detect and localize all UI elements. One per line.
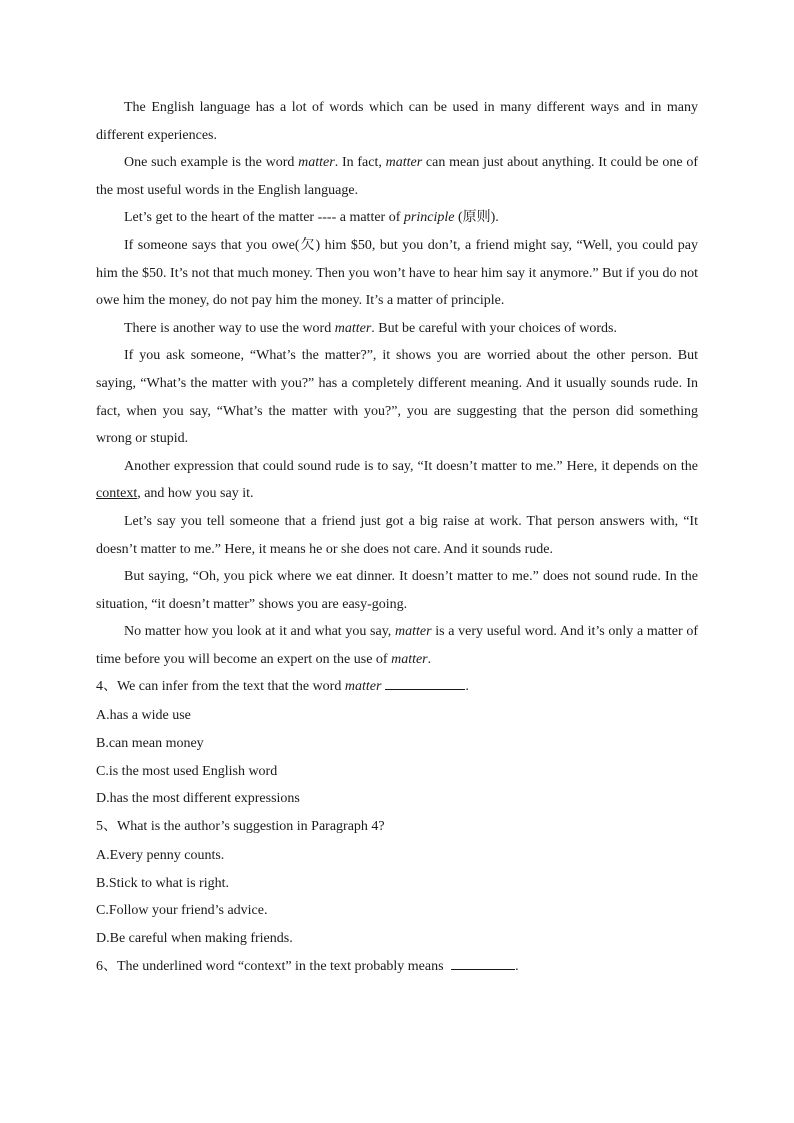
q5-option-c[interactable]: C.Follow your friend’s advice.: [96, 903, 268, 919]
p7-underlined-context: context: [96, 486, 138, 502]
q4-stem-term: matter: [344, 679, 382, 695]
q4-option-c[interactable]: C.is the most used English word: [96, 763, 278, 779]
q4-stem-end: .: [465, 679, 469, 695]
question-6-stem: [96, 953, 698, 982]
document-page: [96, 94, 698, 982]
p7-text-b: , and how you say it.: [137, 486, 254, 502]
paragraph-4-text: If someone says that you owe(欠) him $50, but you don’t, a friend might say, “Well, you could pay him the $50. It’s not that much money. Then you won’t have to hear him say it anymore.” But if you do not owe him the money, do not pay him the money. It’s a matter of principle.: [96, 237, 698, 309]
q4-answer-blank[interactable]: [385, 675, 465, 690]
q5-option-a[interactable]: A.Every penny counts.: [96, 847, 225, 863]
q4-stem-text: 4、We can infer from the text that the word: [96, 679, 345, 695]
paragraph-6-text: If you ask someone, “What’s the matter?”, it shows you are worried about the other person. But saying, “What’s the matter with you?” has a completely different meaning. And it usually sounds rude. In fact, when you say, “What’s the matter with you?”, you are suggesting that the person did something wrong or stupid.: [96, 348, 698, 447]
q5-option-d[interactable]: D.Be careful when making friends.: [96, 931, 293, 947]
p3-text-b: (原则).: [454, 210, 499, 226]
paragraph-6: [96, 342, 698, 452]
p2-text-c: can mean just about anything. It could be one of the most useful words in the English language.: [96, 155, 698, 198]
q4-option-a[interactable]: A.has a wide use: [96, 708, 191, 724]
p10-term-matter-1: matter: [394, 624, 432, 640]
paragraph-8: [96, 508, 698, 563]
p10-text-c: .: [427, 651, 432, 667]
p10-term-matter-2: matter: [391, 651, 428, 667]
p5-text-b: . But be careful with your choices of words.: [371, 320, 617, 336]
p7-text-a: Another expression that could sound rude is to say, “It doesn’t matter to me.” Here, it depends on the: [124, 458, 698, 474]
question-4-stem: [96, 673, 698, 702]
p2-term-matter-1: matter: [298, 155, 335, 171]
paragraph-9: [96, 563, 698, 618]
p3-text-a: Let’s get to the heart of the matter ---- a matter of: [124, 210, 404, 226]
p5-term-matter: matter: [334, 320, 372, 336]
q6-stem-text: 6、The underlined word “context” in the text probably means: [96, 959, 448, 975]
q6-answer-blank[interactable]: [451, 955, 515, 970]
paragraph-2: [96, 149, 698, 204]
paragraph-7: [96, 453, 698, 508]
q4-option-b[interactable]: B.can mean money: [96, 735, 204, 751]
p10-text-b: is a very useful word. And it’s only a matter of time before you will become an expert on the use of: [96, 624, 698, 667]
p2-term-matter-2: matter: [385, 155, 423, 171]
paragraph-1-text: The English language has a lot of words which can be used in many different ways and in many different experiences.: [96, 100, 698, 143]
q4-option-d[interactable]: D.has the most different expressions: [96, 791, 300, 807]
p5-text-a: There is another way to use the word: [124, 320, 335, 336]
paragraph-9-text: But saying, “Oh, you pick where we eat dinner. It doesn’t matter to me.” does not sound rude. In the situation, “it doesn’t matter” shows you are easy-going.: [96, 569, 698, 612]
question-5-stem: [96, 813, 698, 842]
p2-text-a: One such example is the word: [124, 155, 299, 171]
p3-term-principle: principle: [403, 210, 455, 226]
q6-stem-end: .: [515, 959, 519, 975]
q5-stem-text: 5、What is the author’s suggestion in Paragraph 4?: [96, 819, 385, 835]
paragraph-4: [96, 232, 698, 315]
paragraph-1: [96, 94, 698, 149]
paragraph-3: [96, 204, 698, 232]
paragraph-5: [96, 315, 698, 343]
paragraph-10: [96, 618, 698, 673]
q5-option-b[interactable]: B.Stick to what is right.: [96, 875, 229, 891]
paragraph-8-text: Let’s say you tell someone that a friend just got a big raise at work. That person answers with, “It doesn’t matter to me.” Here, it means he or she does not care. And it sounds rude.: [96, 513, 698, 557]
p10-text-a: No matter how you look at it and what you say,: [124, 624, 395, 640]
p2-text-b: . In fact,: [334, 155, 386, 171]
